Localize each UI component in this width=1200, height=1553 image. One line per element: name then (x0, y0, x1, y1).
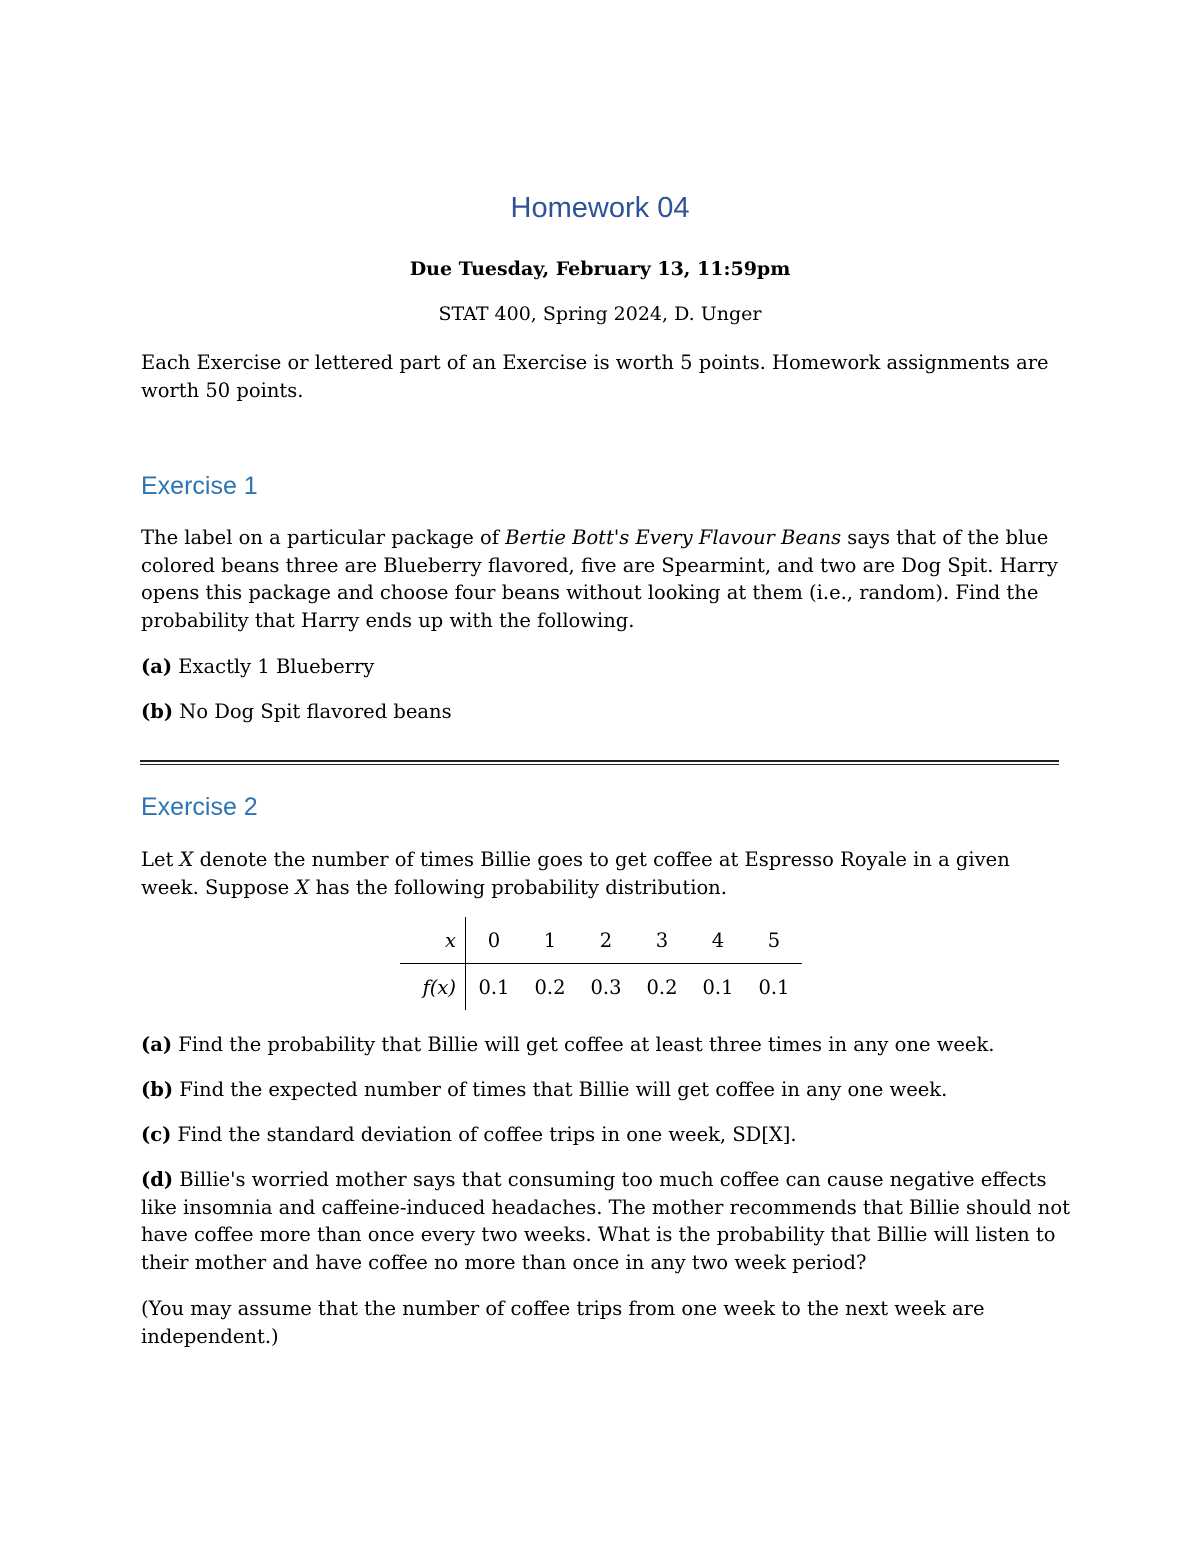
part-text: Exactly 1 Blueberry (172, 655, 375, 678)
exercise-1-text-start: The label on a particular package of (141, 526, 506, 549)
product-name: Bertie Bott's Every Flavour Beans (505, 526, 842, 549)
probability-distribution-table (400, 917, 802, 1010)
part-text: Billie's worried mother says that consuming too much coffee can cause negative effects like insomnia and caffeine-induced headaches. The mother recommends that Billie should not have coffee more than once every two weeks. What is the probability that Billie will listen to their mother and have coffee no more than once in any two week period? (141, 1168, 1070, 1274)
part-text: Find the standard deviation of coffee trips in one week, SD[X]. (171, 1123, 797, 1146)
variable-x: X (295, 875, 310, 899)
part-label: (a) (141, 1033, 173, 1056)
exercise-2-intro (141, 846, 1071, 901)
x-row (400, 917, 802, 964)
fx-value: 0.1 (702, 975, 734, 999)
exercise-1-text-end: says that of the blue colored beans three are Blueberry flavored, five are Spearmint, and two are Dog Spit. Harry opens this package and choose four beans without looking at them (i.e., random). Find the probability that Harry ends up with the following. (141, 526, 1058, 632)
part-text: Find the expected number of times that Billie will get coffee in any one week. (173, 1078, 948, 1101)
variable-x: X (179, 848, 194, 871)
exercise-1-part-b (141, 698, 1071, 726)
x-value: 5 (746, 917, 802, 964)
exercise-1-heading: Exercise 1 (141, 472, 258, 500)
part-label: (c) (141, 1123, 172, 1146)
x-value: 4 (690, 917, 746, 964)
exercise-1-part-a (141, 653, 1071, 681)
exercise-2-part-a (141, 1031, 1071, 1059)
intro-text: denote the number of times Billie goes to get coffee at Espresso Royale in a given week. Suppose (141, 848, 1010, 899)
fx-value: 0.2 (534, 975, 566, 999)
exercise-2-part-b (141, 1076, 1071, 1104)
part-label: (d) (141, 1168, 174, 1191)
intro-text: Let (141, 848, 180, 871)
section-divider (140, 760, 1059, 765)
page-title: Homework 04 (510, 192, 690, 224)
exercise-1-text (141, 524, 1071, 634)
fx-row (400, 964, 802, 1011)
fx-value: 0.1 (478, 975, 510, 999)
due-date: Due Tuesday, February 13, 11:59pm (409, 258, 791, 280)
course-info: STAT 400, Spring 2024, D. Unger (438, 303, 762, 325)
independence-note: (You may assume that the number of coffee trips from one week to the next week are independent.) (141, 1297, 985, 1348)
intro-text: has the following probability distribution. (309, 875, 727, 899)
intro-paragraph: Each Exercise or lettered part of an Exercise is worth 5 points. Homework assignments are worth 50 points. (141, 351, 1049, 402)
part-text: No Dog Spit flavored beans (173, 700, 452, 723)
exercise-2-part-c (141, 1121, 1071, 1149)
x-label: x (400, 917, 466, 964)
exercise-2-part-d (141, 1166, 1071, 1276)
fx-value: 0.2 (646, 975, 678, 999)
part-label: (b) (141, 700, 174, 723)
fx-label: f(x) (400, 964, 466, 1011)
x-value: 2 (578, 917, 634, 964)
part-label: (a) (141, 655, 173, 678)
part-label: (b) (141, 1078, 174, 1101)
x-value: 0 (466, 917, 523, 964)
x-value: 3 (634, 917, 690, 964)
x-value: 1 (522, 917, 578, 964)
part-text: Find the probability that Billie will get coffee at least three times in any one week. (172, 1033, 995, 1056)
fx-value: 0.3 (590, 975, 622, 999)
fx-value: 0.1 (758, 975, 790, 999)
exercise-2-heading: Exercise 2 (141, 793, 258, 821)
